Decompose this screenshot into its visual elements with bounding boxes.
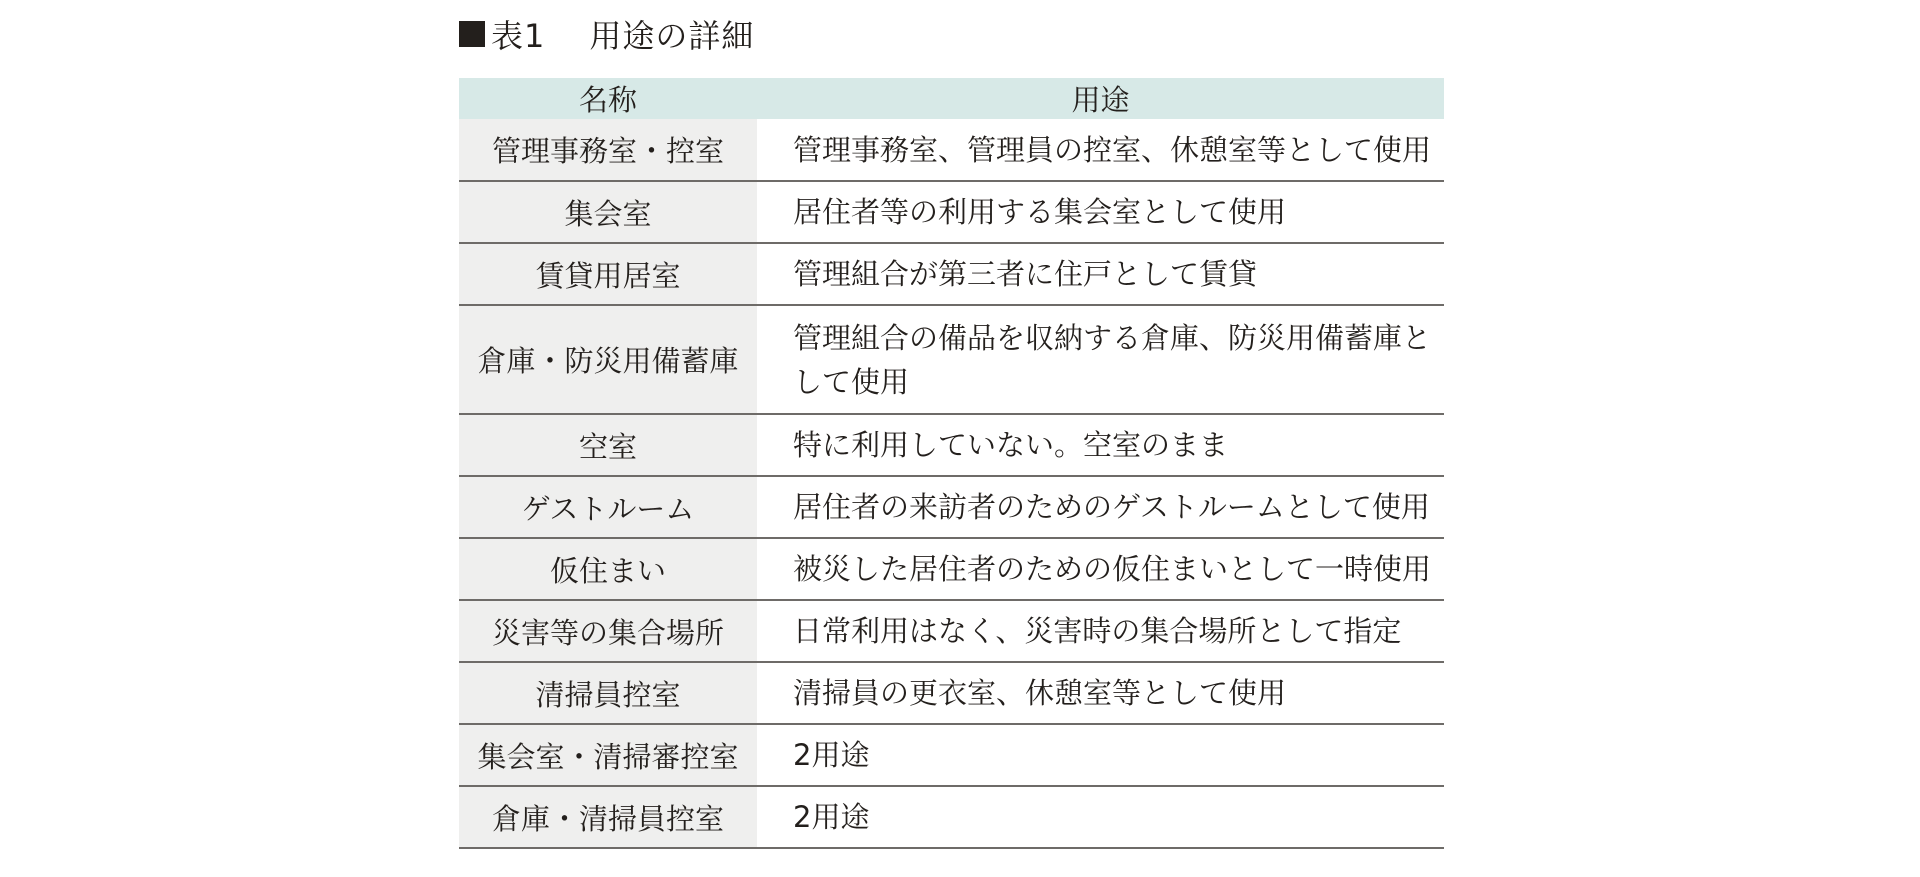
row-use: 管理事務室、管理員の控室、休憩室等として使用 (757, 119, 1444, 181)
row-name: 賃貸用居室 (459, 243, 757, 305)
row-use: 日常利用はなく、災害時の集合場所として指定 (757, 600, 1444, 662)
table-title: 用途の詳細 (589, 17, 755, 55)
table-row (459, 181, 1444, 243)
row-use: 管理組合の備品を収納する倉庫、防災用備蓄庫として使用 (757, 305, 1444, 414)
row-use: 被災した居住者のための仮住まいとして一時使用 (757, 538, 1444, 600)
table-header-row (459, 78, 1444, 119)
row-use: 特に利用していない。空室のまま (757, 414, 1444, 476)
usage-details-table (459, 78, 1444, 849)
row-name: 集会室・清掃審控室 (459, 724, 757, 786)
row-name: 集会室 (459, 181, 757, 243)
table-row (459, 476, 1444, 538)
table-row (459, 305, 1444, 414)
table-row (459, 243, 1444, 305)
row-use: 居住者の来訪者のためのゲストルームとして使用 (757, 476, 1444, 538)
row-name: 空室 (459, 414, 757, 476)
row-name: 災害等の集合場所 (459, 600, 757, 662)
row-use: 居住者等の利用する集会室として使用 (757, 181, 1444, 243)
row-name: 倉庫・清掃員控室 (459, 786, 757, 848)
table-row (459, 538, 1444, 600)
table-row (459, 414, 1444, 476)
row-use: 管理組合が第三者に住戸として賃貸 (757, 243, 1444, 305)
table-row (459, 119, 1444, 181)
table-row (459, 600, 1444, 662)
row-use: 清掃員の更衣室、休憩室等として使用 (757, 662, 1444, 724)
square-bullet-icon (459, 21, 485, 47)
table-number: 表1 (491, 17, 546, 55)
table-row (459, 724, 1444, 786)
table-caption (459, 12, 754, 56)
header-use: 用途 (757, 78, 1444, 119)
row-name: 管理事務室・控室 (459, 119, 757, 181)
row-name: 仮住まい (459, 538, 757, 600)
table-row (459, 786, 1444, 848)
row-name: 倉庫・防災用備蓄庫 (459, 305, 757, 414)
row-use: 2用途 (757, 724, 1444, 786)
row-use: 2用途 (757, 786, 1444, 848)
row-name: 清掃員控室 (459, 662, 757, 724)
header-name: 名称 (459, 78, 757, 119)
table-row (459, 662, 1444, 724)
row-name: ゲストルーム (459, 476, 757, 538)
